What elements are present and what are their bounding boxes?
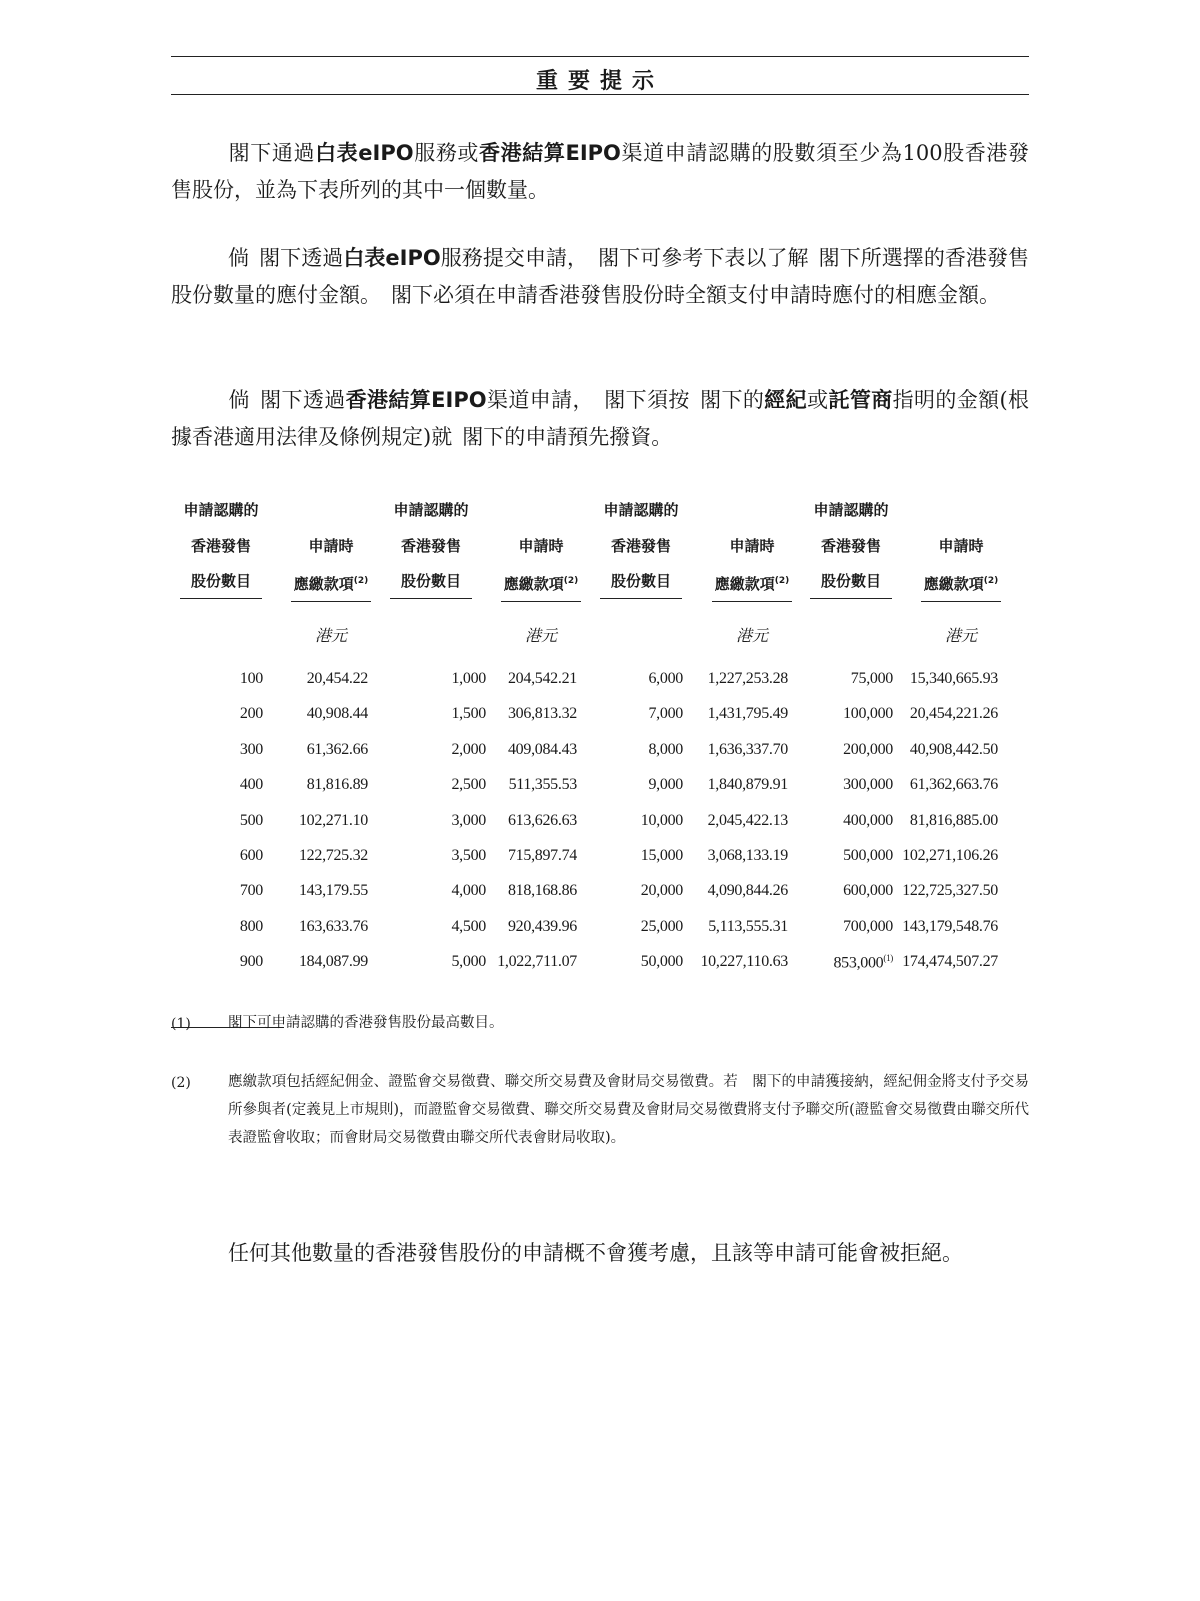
shares-header-line: 申請認購的 xyxy=(393,501,469,519)
amount-cell: 174,474,507.27 xyxy=(902,953,998,971)
amount-cell: 5,113,555.31 xyxy=(708,917,788,935)
footnote-1-number: (1) xyxy=(171,1016,191,1032)
shares-column-header xyxy=(390,492,472,599)
share-count-cell: 20,000 xyxy=(640,882,683,900)
amount-header-line: 申請時 xyxy=(729,537,775,555)
shares-header-line: 香港發售 xyxy=(820,537,881,555)
currency-unit: 港元 xyxy=(735,626,768,645)
amount-cell: 163,633.76 xyxy=(298,917,368,935)
amount-cell: 20,454.22 xyxy=(306,670,368,687)
shares-header-line: 股份數目 xyxy=(180,564,262,599)
share-count-cell: 400 xyxy=(239,776,263,794)
share-count-cell: 400,000 xyxy=(843,811,893,829)
amount-cell: 409,084.43 xyxy=(507,740,577,758)
amount-cell: 61,362.66 xyxy=(306,740,368,758)
amount-cell: 3,068,133.19 xyxy=(707,847,788,864)
share-count-cell: 7,000 xyxy=(648,705,683,723)
shares-header-line: 股份數目 xyxy=(390,564,472,599)
shares-header-line: 香港發售 xyxy=(610,537,671,555)
share-count-cell: 800 xyxy=(239,917,263,935)
title-top-rule xyxy=(171,56,1029,57)
amount-cell: 15,340,665.93 xyxy=(909,670,998,687)
amount-cell: 613,626.63 xyxy=(507,811,577,829)
share-count-cell: 2,000 xyxy=(451,740,486,758)
footnote-1-text: 閣下可申請認購的香港發售股份最高數目。 xyxy=(228,1015,504,1031)
paragraph-hkscc: 倘 閣下透過香港結算EIPO渠道申請， 閣下須按 閣下的經紀或託管商指明的金額(根據香港適用法律及條例規定)就 閣下的申請預先撥資。 xyxy=(171,388,1030,449)
amount-header-line: 應繳款項$^{(2)}$ xyxy=(501,564,581,602)
share-count-cell: 300,000 xyxy=(843,776,893,794)
share-count-cell: 3,000 xyxy=(451,811,486,829)
shares-header-line: 申請認購的 xyxy=(183,501,259,519)
share-count-note: (1) xyxy=(883,953,893,964)
amount-cell: 122,725,327.50 xyxy=(902,882,998,900)
share-count-cell: 200,000 xyxy=(843,740,893,758)
amount-cell: 40,908.44 xyxy=(306,705,368,723)
share-count-cell: 10,000 xyxy=(640,811,683,829)
amount-column-header xyxy=(921,528,1001,602)
amount-header-note: (2) xyxy=(774,576,790,586)
amount-header-line: 應繳款項$^{(2)}$ xyxy=(291,564,371,602)
closing-statement: 任何其他數量的香港發售股份的申請概不會獲考慮，且該等申請可能會被拒絕。 xyxy=(228,1241,963,1265)
amount-column-header xyxy=(501,528,581,602)
share-count-cell: 1,500 xyxy=(451,705,486,723)
shares-column-header xyxy=(600,492,682,599)
amount-header-line: 申請時 xyxy=(308,537,354,555)
share-count-cell: 100,000 xyxy=(843,705,893,723)
shares-header-line: 香港發售 xyxy=(190,537,251,555)
amount-cell: 1,636,337.70 xyxy=(707,740,788,758)
shares-header-line: 申請認購的 xyxy=(603,501,679,519)
title-bottom-rule xyxy=(171,94,1029,95)
amount-cell: 1,227,253.28 xyxy=(707,670,788,687)
share-count-cell: 853,000$^{(1)}$ xyxy=(833,953,893,972)
shares-column-header xyxy=(180,492,262,599)
amount-cell: 4,090,844.26 xyxy=(707,882,788,900)
page-title: 重要提示 xyxy=(535,69,664,94)
amount-cell: 143,179.55 xyxy=(298,882,368,900)
amount-column-header xyxy=(712,528,792,602)
amount-header-note: (2) xyxy=(983,576,999,586)
amount-cell: 10,227,110.63 xyxy=(700,953,788,971)
share-count-cell: 9,000 xyxy=(648,776,683,794)
share-count-cell: 5,000 xyxy=(451,953,486,971)
shares-header-line: 申請認購的 xyxy=(813,501,889,519)
amount-cell: 1,840,879.91 xyxy=(707,776,788,794)
currency-unit: 港元 xyxy=(314,626,347,645)
amount-header-line: 申請時 xyxy=(938,537,984,555)
amount-cell: 102,271,106.26 xyxy=(902,847,998,864)
amount-cell: 20,454,221.26 xyxy=(909,705,998,723)
footnote-2-text: 應繳款項包括經紀佣金、證監會交易徵費、聯交所交易費及會財局交易徵費。若 閣下的申請獲接納，經紀佣金將支付予交易所參與者(定義見上市規則)，而證監會交易徵費、聯交所交易費及會財局交易徵費將支付予聯交所(證監會交易徵費由聯交所代表證監會收取；而會財局交易徵費由聯交所代表會財局收取)。 xyxy=(228,1074,1029,1146)
amount-cell: 715,897.74 xyxy=(507,847,577,864)
share-count-cell: 100 xyxy=(239,670,263,687)
amount-cell: 2,045,422.13 xyxy=(707,811,788,829)
amount-cell: 818,168.86 xyxy=(507,882,577,900)
share-count-cell: 3,500 xyxy=(451,847,486,864)
share-count-cell: 600 xyxy=(239,847,263,864)
share-count-cell: 300 xyxy=(239,740,263,758)
share-count-cell: 8,000 xyxy=(648,740,683,758)
share-count-cell: 900 xyxy=(239,953,263,971)
share-count-cell: 15,000 xyxy=(640,847,683,864)
paragraph-white-form: 倘 閣下透過白表eIPO服務提交申請， 閣下可參考下表以了解 閣下所選擇的香港發售股份數量的應付金額。 閣下必須在申請香港發售股份時全額支付申請時應付的相應金額。 xyxy=(171,246,1030,307)
share-count-cell: 25,000 xyxy=(640,917,683,935)
share-count-cell: 700 xyxy=(239,882,263,900)
amount-cell: 40,908,442.50 xyxy=(909,740,998,758)
shares-header-line: 股份數目 xyxy=(810,564,892,599)
amount-cell: 61,362,663.76 xyxy=(909,776,998,794)
share-count-cell: 6,000 xyxy=(648,670,683,687)
amount-header-note: (2) xyxy=(563,576,579,586)
shares-header-line: 股份數目 xyxy=(600,564,682,599)
share-count-cell: 1,000 xyxy=(451,670,486,687)
amount-cell: 122,725.32 xyxy=(298,847,368,864)
amount-header-line: 應繳款項$^{(2)}$ xyxy=(921,564,1001,602)
amount-cell: 306,813.32 xyxy=(507,705,577,723)
amount-header-line: 申請時 xyxy=(518,537,564,555)
currency-unit: 港元 xyxy=(524,626,557,645)
amount-cell: 1,022,711.07 xyxy=(497,953,577,971)
amount-cell: 184,087.99 xyxy=(298,953,368,971)
amount-column-header xyxy=(291,528,371,602)
amount-cell: 102,271.10 xyxy=(298,811,368,829)
shares-column-header xyxy=(810,492,892,599)
amount-cell: 81,816,885.00 xyxy=(909,811,998,829)
amount-cell: 143,179,548.76 xyxy=(902,917,998,935)
amount-cell: 511,355.53 xyxy=(508,776,577,794)
amount-header-line: 應繳款項$^{(2)}$ xyxy=(712,564,792,602)
currency-unit: 港元 xyxy=(944,626,977,645)
share-count-cell: 500 xyxy=(239,811,263,829)
share-count-cell: 600,000 xyxy=(843,882,893,900)
share-count-cell: 2,500 xyxy=(451,776,486,794)
amount-cell: 204,542.21 xyxy=(507,670,577,687)
paragraph-minimum-shares: 閣下通過白表eIPO服務或香港結算EIPO渠道申請認購的股數須至少為100股香港發售股份，並為下表所列的其中一個數量。 xyxy=(171,141,1029,202)
shares-header-line: 香港發售 xyxy=(400,537,461,555)
share-count-cell: 75,000 xyxy=(850,670,893,687)
amount-cell: 81,816.89 xyxy=(306,776,368,794)
share-count-cell: 200 xyxy=(239,705,263,723)
share-count-cell: 700,000 xyxy=(843,917,893,935)
share-count-cell: 4,000 xyxy=(451,882,486,900)
amount-cell: 1,431,795.49 xyxy=(707,705,788,723)
amount-cell: 920,439.96 xyxy=(507,917,577,935)
share-count-cell: 50,000 xyxy=(640,953,683,971)
amount-header-note: (2) xyxy=(353,576,369,586)
share-count-cell: 4,500 xyxy=(451,917,486,935)
share-count-cell: 500,000 xyxy=(843,847,893,864)
footnote-2-number: (2) xyxy=(171,1075,191,1091)
